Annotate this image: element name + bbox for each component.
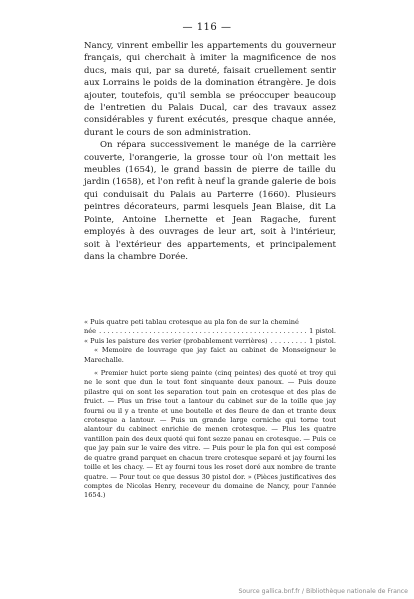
body-paragraph: On répara successivement le manége de la carrière couverte, l'orangerie, la grosse tour où l'on mettait les meubles (1654), le grand bassin de pierre de taille du jardin (1658), et l'on refit à neuf la grande galerie de bois qui conduisait du Palais au Parterre (1660). Plusieurs peintres décorateurs, parmi lesquels Jean Blaise, dit La Pointe, Antoine Lhernette et Jean Ragache, furent employés à des ouvrages de leur art, soit à l'intérieur, soit à l'extérieur des appartements, et principalement dans la chambre Dorée. xyxy=(84,140,336,262)
note-line-windows xyxy=(84,337,336,346)
note-value: 1 pistol. xyxy=(309,327,336,336)
footnotes xyxy=(84,318,336,501)
note-detail: « Premier huict porte sieng painte (cinq peintes) des quoté et troy qui ne le sont que dun le tout font sinquante deux panoux. — Puis douze pilastre qui on sont les separation tout pain en crotesque et des plas de fruict. — Plus un frise tout a lantour du cabinet sur de la toille que jay fourni ou il y a trente et une boutelle et des fleure de dan et trante deux crotesque a lantour. — Puis un grande large corniche qui torne tout alantour du cabinect enrichie de menen crotesque. — Plus les quatre vantillon pain des deux quoté qui font sezze panau en crotesque. — Puis ce que jay pain sur le vaire des vitre. — Puis pour le pla fon qui est composé de quatre grand parquet en chacun trere crotesque separé et jay fourni les toille et les chacy. — Et ay fourni tous les roset doré aux nombre de trante quatre. — Pour tout ce que dessus 30 pistol dor. » (Pièces justificatives des comptes de Nicolas Henry, receveur du domaine de Nancy, pour l'année 1654.) xyxy=(84,369,336,500)
note-text: « Puis quatre peti tablau crotesque au pla fon de sur la cheminé xyxy=(84,318,299,326)
note-item-mantel xyxy=(84,318,336,327)
note-memoire: « Memoire de louvrage que jay faict au cabinet de Monseigneur le Marechalle. xyxy=(84,346,336,364)
note-line-mantel-value xyxy=(84,327,336,336)
note-value: 1 pistol. xyxy=(309,336,336,345)
leader-dots xyxy=(271,337,307,346)
leader-dots xyxy=(99,327,306,336)
body-paragraph: Nancy, vinrent embellir les appartements du gouverneur français, qui cherchait à imiter la magnificence de nos ducs, mais qui, par sa dureté, faisait cruellement sentir aux Lorrains le poids de la domination étrangère. Je dois ajouter, toutefois, qu'il sembla se préoccuper beaucoup de l'entretien du Palais Ducal, car des travaux assez considérables y furent exécutés, presque chaque année, durant le cours de son administration. xyxy=(84,41,336,138)
page-number: — 116 — xyxy=(182,22,232,33)
main-text xyxy=(84,40,336,263)
note-text: « Puis les paisture des verier (probablement verrières) xyxy=(84,336,268,345)
source-credit: Source gallica.bnf.fr / Bibliothèque nationale de France xyxy=(238,588,408,595)
note-text: née xyxy=(84,327,97,336)
